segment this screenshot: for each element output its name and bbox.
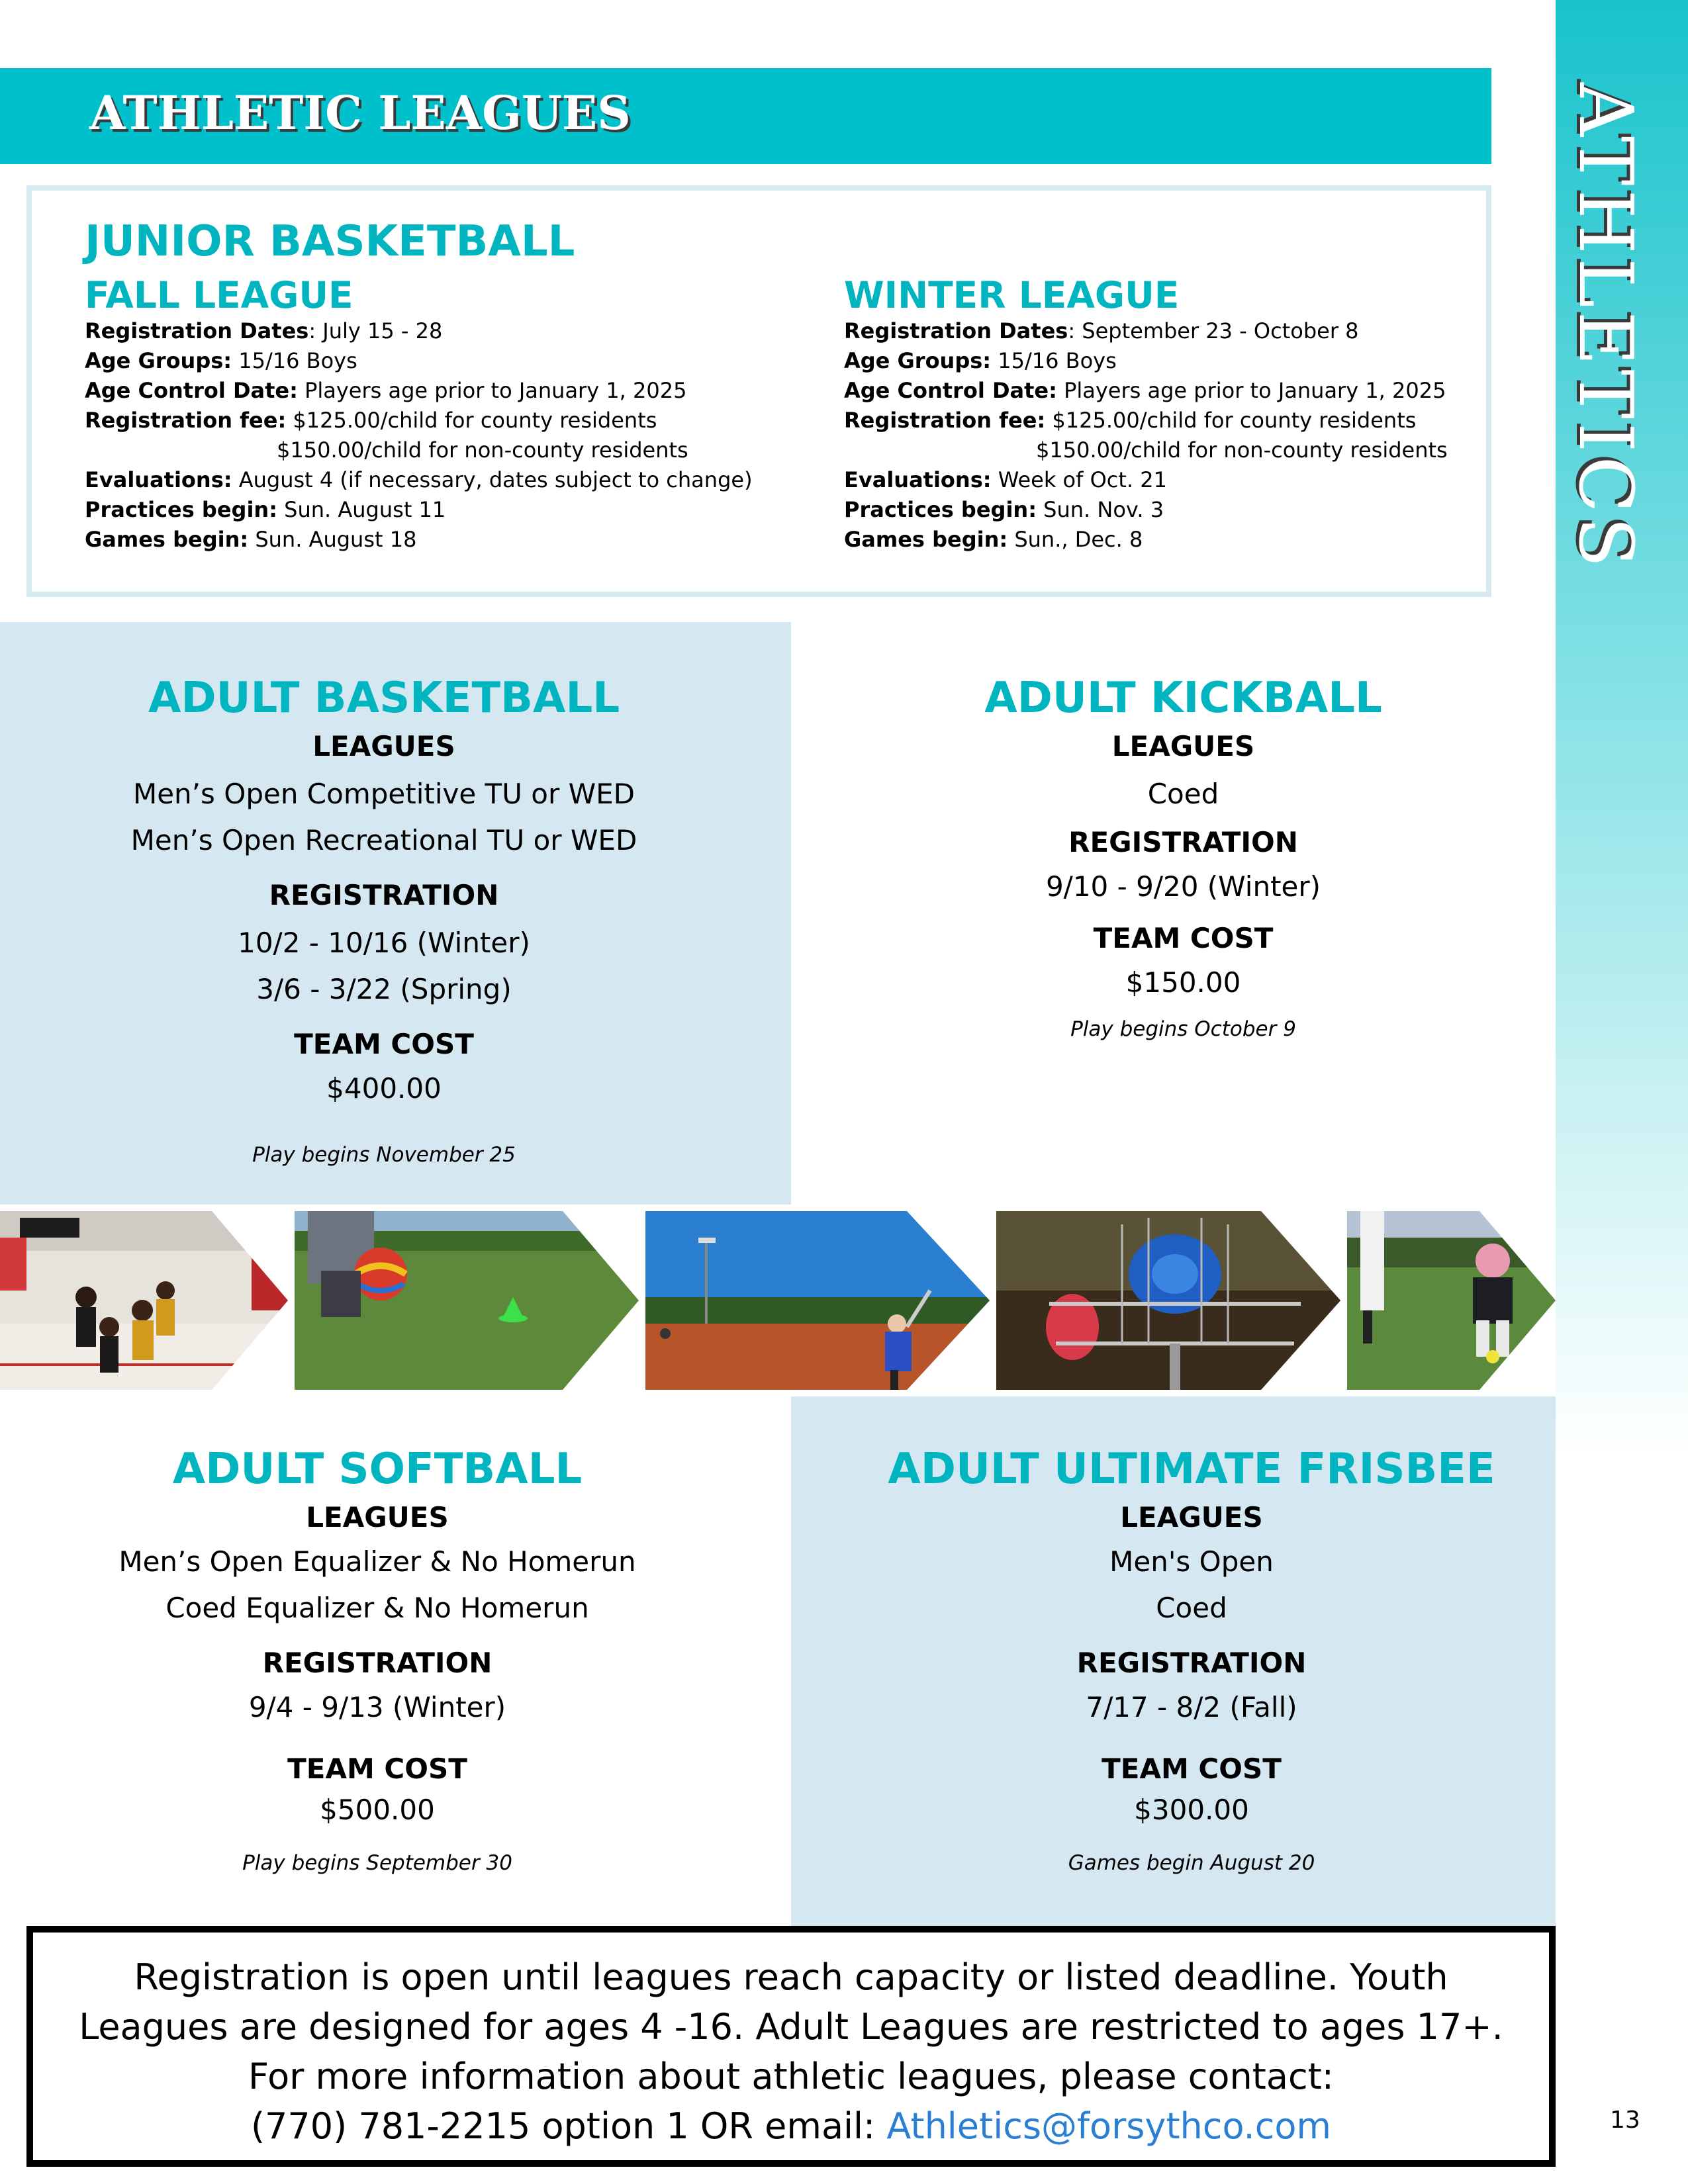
adult-softball-title: ADULT SOFTBALL bbox=[172, 1445, 583, 1494]
adult-kickball-registration-label: REGISTRATION bbox=[1068, 826, 1298, 858]
adult-frisbee-leagues-label: LEAGUES bbox=[1120, 1501, 1263, 1533]
adult-basketball-cost-label: TEAM COST bbox=[294, 1028, 474, 1060]
adult-kickball-section bbox=[811, 668, 1556, 1042]
adult-softball-leagues-label: LEAGUES bbox=[306, 1501, 449, 1533]
fall-evaluations: Evaluations: August 4 (if necessary, dates subject to change) bbox=[85, 467, 753, 492]
adult-frisbee-note: Games begin August 20 bbox=[1068, 1851, 1315, 1875]
winter-registration-dates: Registration Dates: September 23 - October 8 bbox=[844, 318, 1359, 343]
kickball-photo bbox=[295, 1211, 639, 1390]
adult-softball-section bbox=[0, 1443, 755, 1876]
adult-basketball-leagues-label: LEAGUES bbox=[312, 730, 455, 762]
fall-league bbox=[85, 274, 753, 555]
side-tab-label: ATHLETICS bbox=[1562, 83, 1648, 572]
adult-kickball-note: Play begins October 9 bbox=[1070, 1017, 1296, 1041]
winter-league-title: WINTER LEAGUE bbox=[844, 274, 1180, 316]
adult-frisbee-registration-item: 7/17 - 8/2 (Fall) bbox=[1086, 1691, 1297, 1723]
adult-kickball-cost-label: TEAM COST bbox=[1093, 922, 1274, 954]
adult-kickball-title: ADULT KICKBALL bbox=[984, 674, 1382, 723]
fall-registration-fee: Registration fee: $125.00/child for county residents bbox=[85, 408, 657, 433]
junior-basketball-section bbox=[26, 185, 1491, 597]
fall-age-groups: Age Groups: 15/16 Boys bbox=[85, 348, 357, 373]
adult-frisbee-registration-label: REGISTRATION bbox=[1076, 1647, 1307, 1679]
adult-frisbee-title: ADULT ULTIMATE FRISBEE bbox=[888, 1445, 1495, 1494]
fall-registration-fee-noncounty: $150.00/child for non-county residents bbox=[277, 437, 688, 463]
adult-frisbee-cost-label: TEAM COST bbox=[1102, 1752, 1282, 1785]
info-line: Registration is open until leagues reach capacity or listed deadline. Youth bbox=[134, 1956, 1448, 1998]
adult-frisbee-section bbox=[811, 1443, 1572, 1876]
winter-registration-fee-noncounty: $150.00/child for non-county residents bbox=[1036, 437, 1448, 463]
winter-evaluations: Evaluations: Week of Oct. 21 bbox=[844, 467, 1167, 492]
adult-basketball-league-item: Men’s Open Recreational TU or WED bbox=[130, 824, 637, 856]
softball-photo bbox=[645, 1211, 990, 1390]
adult-basketball-cost: $400.00 bbox=[326, 1072, 442, 1105]
youth-softball-photo bbox=[1347, 1211, 1556, 1390]
adult-kickball-league-item: Coed bbox=[1147, 778, 1219, 810]
winter-age-control-date: Age Control Date: Players age prior to January 1, 2025 bbox=[844, 378, 1446, 403]
winter-games-begin: Games begin: Sun., Dec. 8 bbox=[844, 527, 1143, 552]
adult-kickball-leagues-label: LEAGUES bbox=[1111, 730, 1255, 762]
adult-kickball-registration-item: 9/10 - 9/20 (Winter) bbox=[1045, 870, 1321, 903]
contact-line bbox=[33, 2101, 1549, 2151]
fall-age-control-date: Age Control Date: Players age prior to January 1, 2025 bbox=[85, 378, 687, 403]
winter-league bbox=[844, 274, 1448, 555]
photo-strip bbox=[0, 1211, 1556, 1390]
adult-frisbee-league-item: Coed bbox=[1156, 1592, 1227, 1624]
junior-basketball-title: JUNIOR BASKETBALL bbox=[85, 217, 575, 266]
adult-kickball-cost: $150.00 bbox=[1125, 966, 1241, 999]
header-bar bbox=[0, 68, 1491, 164]
adult-basketball-section bbox=[0, 668, 768, 1168]
email-link[interactable]: Athletics@forsythco.com bbox=[886, 2105, 1332, 2147]
basketball-photo bbox=[0, 1211, 288, 1390]
fall-practices-begin: Practices begin: Sun. August 11 bbox=[85, 497, 446, 522]
adult-basketball-registration-label: REGISTRATION bbox=[269, 879, 499, 911]
adult-basketball-registration-item: 10/2 - 10/16 (Winter) bbox=[238, 927, 530, 959]
winter-age-groups: Age Groups: 15/16 Boys bbox=[844, 348, 1117, 373]
fall-games-begin: Games begin: Sun. August 18 bbox=[85, 527, 417, 552]
adult-softball-cost-label: TEAM COST bbox=[287, 1752, 467, 1785]
adult-softball-registration-item: 9/4 - 9/13 (Winter) bbox=[248, 1691, 506, 1723]
fall-league-title: FALL LEAGUE bbox=[85, 274, 353, 316]
adult-frisbee-league-item: Men's Open bbox=[1109, 1545, 1274, 1578]
adult-softball-league-item: Men’s Open Equalizer & No Homerun bbox=[118, 1545, 636, 1578]
disc-golf-photo bbox=[996, 1211, 1340, 1390]
adult-basketball-league-item: Men’s Open Competitive TU or WED bbox=[132, 778, 635, 810]
fall-registration-dates: Registration Dates: July 15 - 28 bbox=[85, 318, 443, 343]
page-number: 13 bbox=[1610, 2107, 1640, 2134]
phone-text: (770) 781-2215 option 1 OR email: bbox=[250, 2105, 887, 2147]
adult-softball-cost: $500.00 bbox=[320, 1794, 435, 1826]
contact-info-box bbox=[26, 1926, 1556, 2167]
adult-softball-note: Play begins September 30 bbox=[242, 1851, 512, 1875]
winter-practices-begin: Practices begin: Sun. Nov. 3 bbox=[844, 497, 1164, 522]
adult-basketball-note: Play begins November 25 bbox=[252, 1143, 516, 1167]
adult-softball-league-item: Coed Equalizer & No Homerun bbox=[165, 1592, 589, 1624]
info-line: Leagues are designed for ages 4 -16. Adult Leagues are restricted to ages 17+. bbox=[79, 2006, 1503, 2048]
adult-softball-registration-label: REGISTRATION bbox=[262, 1647, 492, 1679]
adult-frisbee-cost: $300.00 bbox=[1134, 1794, 1249, 1826]
adult-basketball-registration-item: 3/6 - 3/22 (Spring) bbox=[256, 973, 512, 1005]
info-line: For more information about athletic leagues, please contact: bbox=[248, 2056, 1334, 2097]
page-title: ATHLETIC LEAGUES bbox=[89, 85, 631, 140]
adult-basketball-title: ADULT BASKETBALL bbox=[148, 674, 620, 723]
winter-registration-fee: Registration fee: $125.00/child for county residents bbox=[844, 408, 1417, 433]
